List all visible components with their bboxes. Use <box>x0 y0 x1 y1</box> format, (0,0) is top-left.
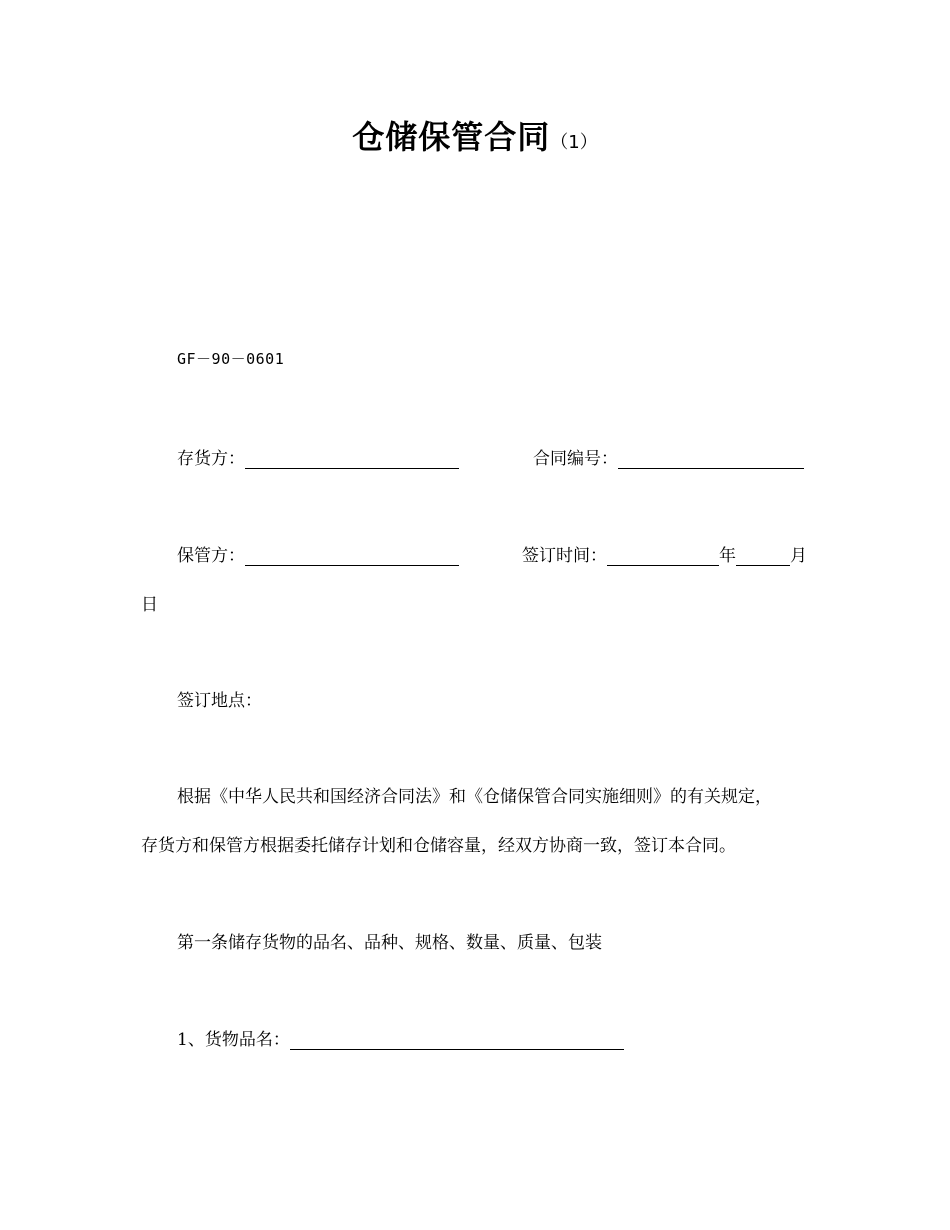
contract-no-blank[interactable] <box>618 450 804 469</box>
custodian-label: 保管方： <box>177 546 245 566</box>
sign-time-label: 签订时间： <box>522 546 607 566</box>
article-1-heading: 第一条储存货物的品名、品种、规格、数量、质量、包装 <box>177 933 602 953</box>
custodian-blank[interactable] <box>245 547 459 566</box>
year-label: 年 <box>719 546 736 566</box>
day-label: 日 <box>141 595 158 615</box>
year-blank[interactable] <box>607 547 719 566</box>
custodian-row <box>177 541 459 566</box>
preamble-line-2: 存货方和保管方根据委托储存计划和仓储容量，经双方协商一致，签订本合同。 <box>141 836 736 856</box>
depositor-row <box>177 444 459 469</box>
depositor-label: 存货方： <box>177 449 245 469</box>
item-1-row <box>177 1025 624 1050</box>
month-label: 月 <box>790 546 807 566</box>
contract-no-label: 合同编号： <box>533 449 618 469</box>
document-title <box>0 112 950 158</box>
title-main: 仓储保管合同 <box>352 118 551 156</box>
goods-name-blank[interactable] <box>290 1031 624 1050</box>
contract-no-row <box>533 444 804 469</box>
month-blank[interactable] <box>736 547 790 566</box>
preamble-line-1: 根据《中华人民共和国经济合同法》和《仓储保管合同实施细则》的有关规定， <box>177 787 772 807</box>
sign-place-label: 签订地点： <box>177 691 262 711</box>
title-suffix: （1） <box>550 132 598 153</box>
contract-code: GF－90－0601 <box>177 350 285 368</box>
item-1-label: 1、货物品名： <box>177 1030 290 1050</box>
sign-time-row <box>522 541 807 566</box>
depositor-blank[interactable] <box>245 450 459 469</box>
